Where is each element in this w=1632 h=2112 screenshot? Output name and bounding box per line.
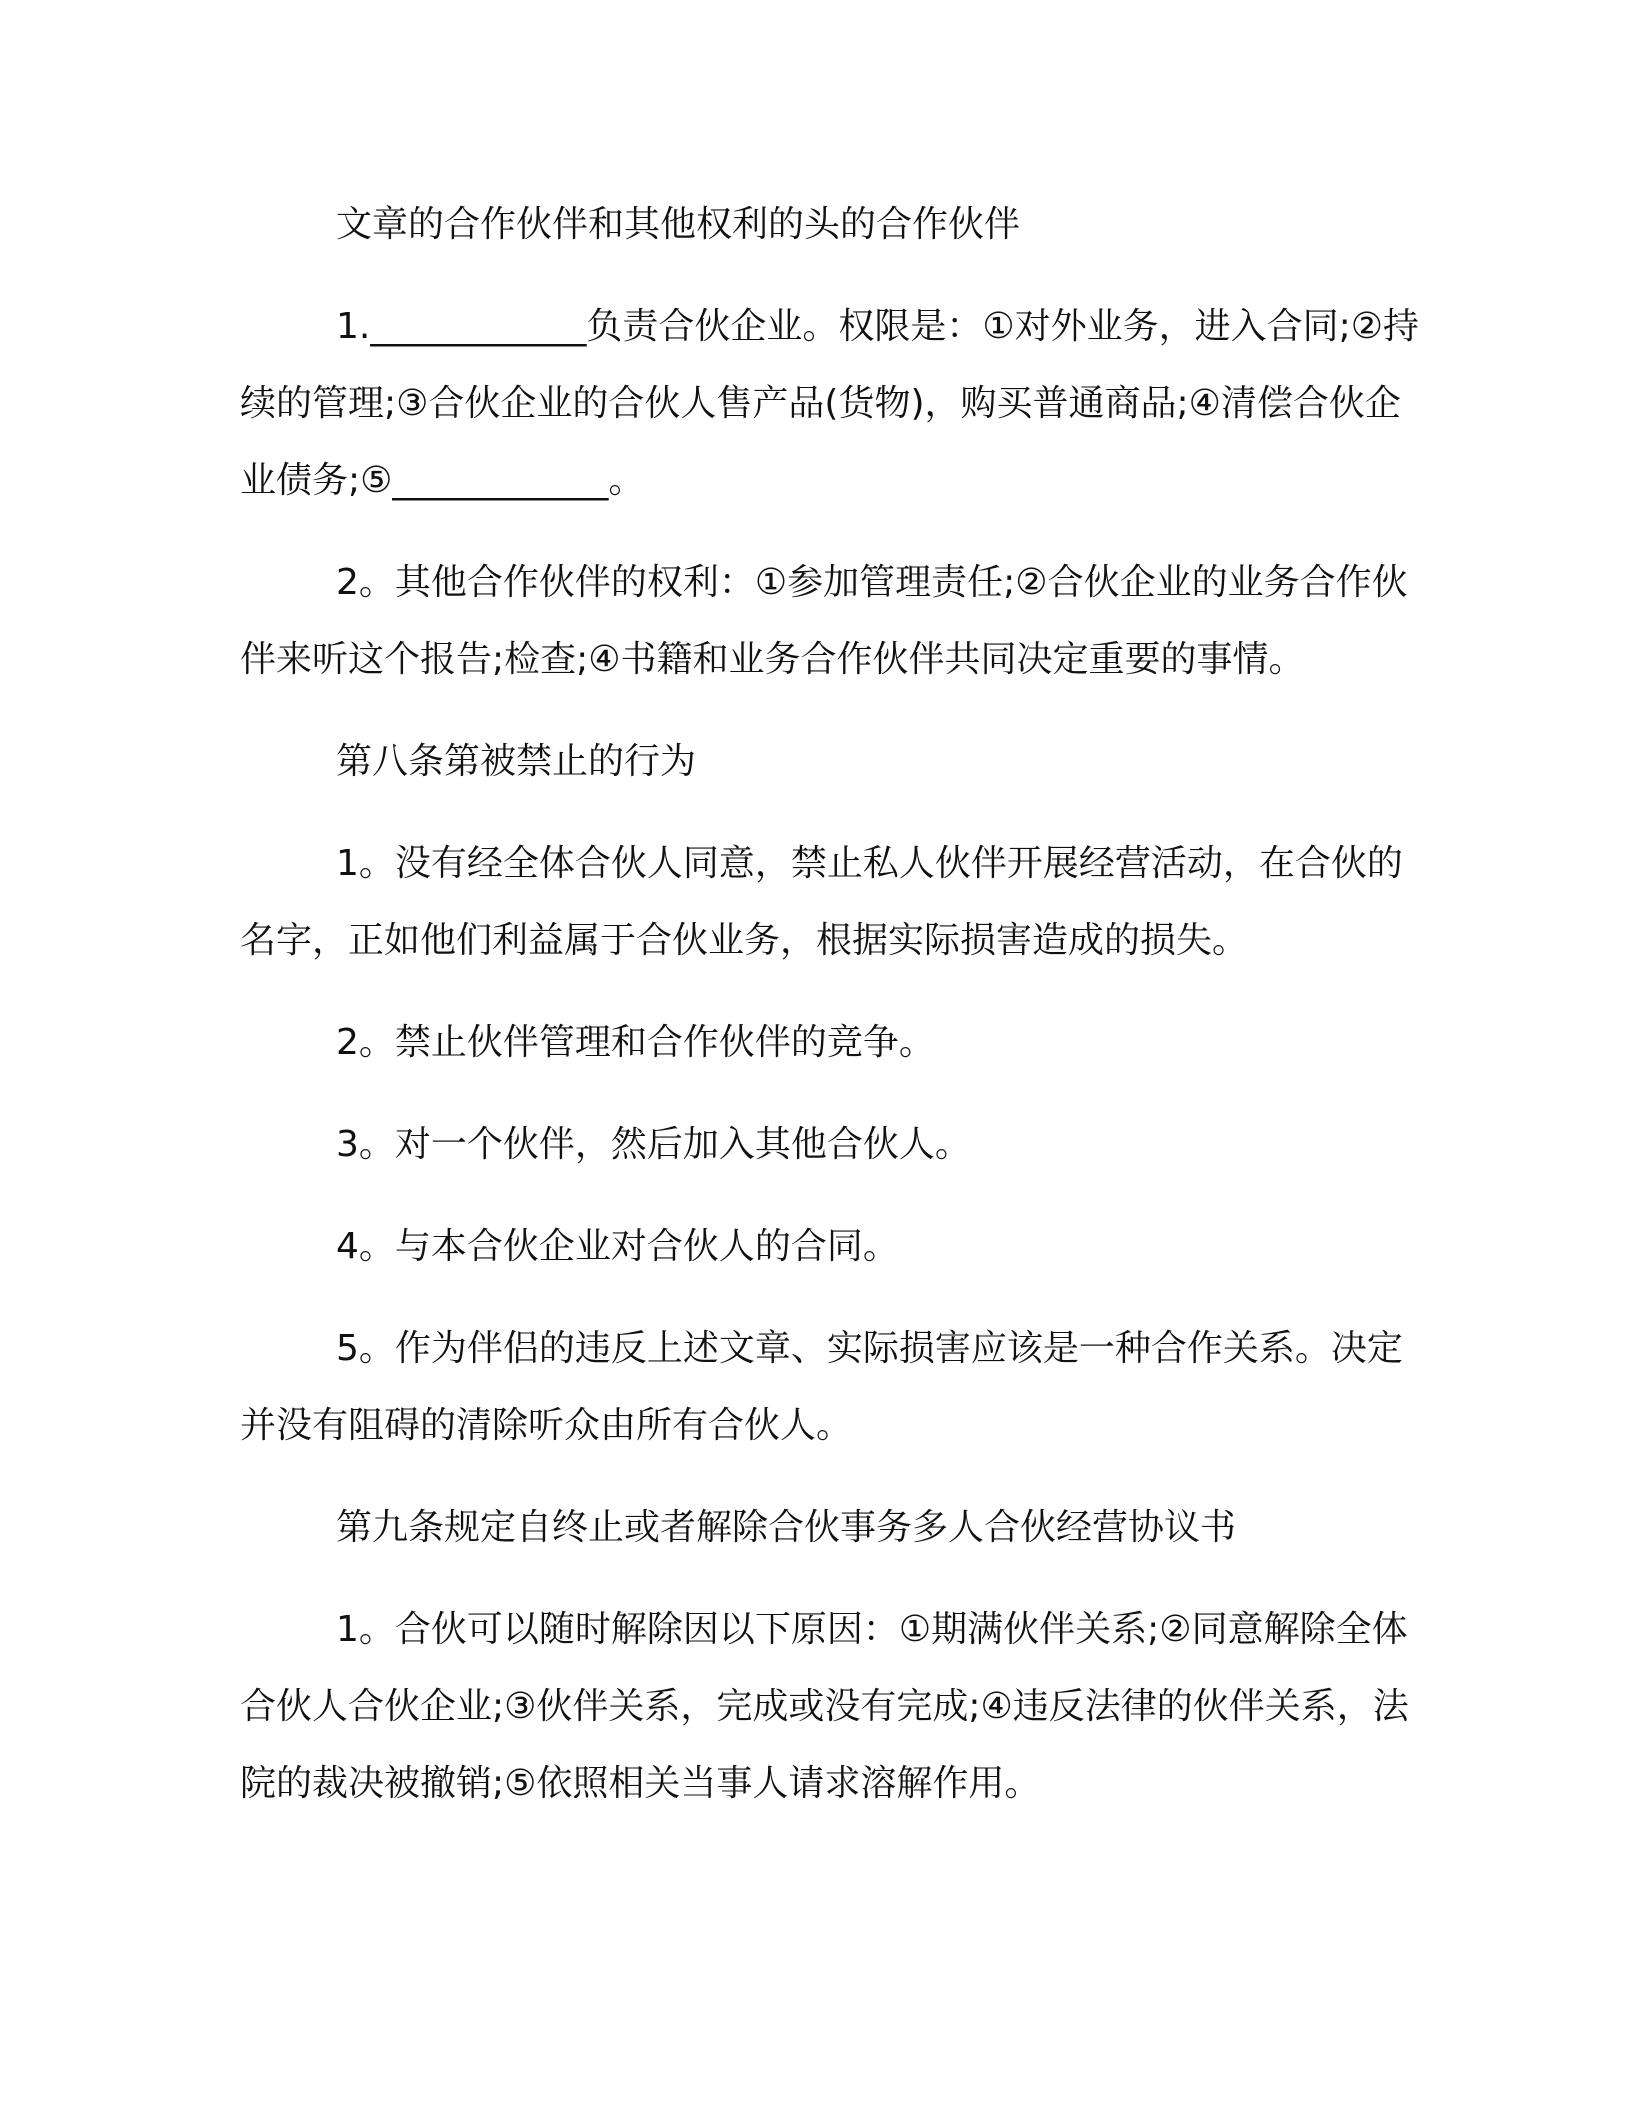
section-heading: 文章的合作伙伴和其他权利的头的合作伙伴 (336, 204, 1021, 245)
section-heading: 第八条第被禁止的行为 (336, 741, 697, 782)
clause-paragraph: 4。与本合伙企业对合伙人的合同。 (336, 1226, 899, 1267)
clause-paragraph: 2。禁止伙伴管理和合作伙伴的竞争。 (336, 1022, 935, 1063)
section-heading: 第九条规定自终止或者解除合伙事务多人合伙经营协议书 (336, 1507, 1237, 1548)
document-body (240, 186, 1430, 1847)
clause-paragraph: 1。合伙可以随时解除因以下原因：①期满伙伴关系;②同意解除全体合伙人合伙企业;③伙伴关系，完成或没有完成;④违反法律的伙伴关系，法院的裁决被撤销;⑤依照相关当事人请求溶解作用。 (240, 1609, 1409, 1804)
clause-paragraph: 2。其他合作伙伴的权利：①参加管理责任;②合伙企业的业务合作伙伴来听这个报告;检查;④书籍和业务合作伙伴共同决定重要的事情。 (240, 562, 1408, 680)
clause-paragraph: 3。对一个伙伴，然后加入其他合伙人。 (336, 1124, 971, 1165)
clause-paragraph: 1.____________负责合伙企业。权限是：①对外业务，进入合同;②持续的管理;③合伙企业的合伙人售产品(货物)，购买普通商品;④清偿合伙企业债务;⑤____________。 (240, 306, 1420, 501)
clause-paragraph: 1。没有经全体合伙人同意，禁止私人伙伴开展经营活动，在合伙的名字，正如他们利益属于合伙业务，根据实际损害造成的损失。 (240, 843, 1403, 961)
clause-paragraph: 5。作为伴侣的违反上述文章、实际损害应该是一种合作关系。决定并没有阻碍的清除听众由所有合伙人。 (240, 1328, 1403, 1446)
